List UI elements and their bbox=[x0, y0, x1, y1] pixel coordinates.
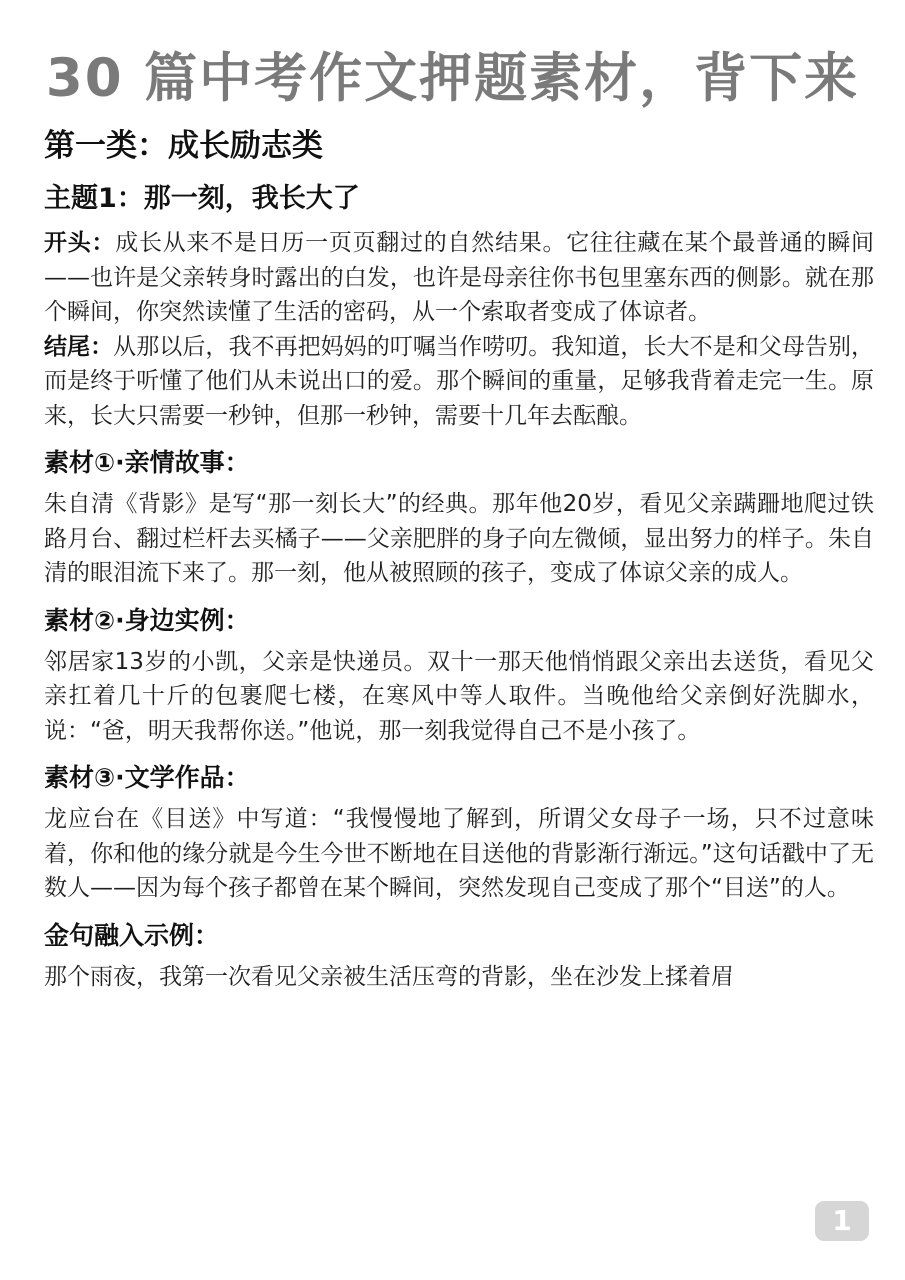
material-3-heading: 素材③·文学作品： bbox=[44, 763, 250, 792]
material-1-heading: 素材①·亲情故事： bbox=[44, 448, 250, 477]
golden-sentence-heading: 金句融入示例： bbox=[44, 920, 220, 950]
opening-text: 成长从来不是日历一页页翻过的自然结果。它往往藏在某个最普通的瞬间——也许是父亲转身时露出的白发，也许是母亲往你书包里塞东西的侧影。就在那个瞬间，你突然读懂了生活的密码，从一个索取者变成了体谅者。 bbox=[44, 230, 875, 325]
material-2-text: 邻居家13岁的小凯，父亲是快递员。双十一那天他悄悄跟父亲出去送货，看见父亲扛着几十斤的包裹爬七楼，在寒风中等人取件。当晚他给父亲倒好洗脚水，说：“爸，明天我帮你送。”他说，那一刻我觉得自己不是小孩了。 bbox=[44, 648, 874, 744]
page-number-badge[interactable]: 1 bbox=[815, 1201, 869, 1241]
material-2-heading: 素材②·身边实例： bbox=[44, 605, 250, 635]
ending-paragraph bbox=[44, 330, 874, 434]
ending-text: 从那以后，我不再把妈妈的叮嘱当作唠叨。我知道，长大不是和父母告别，而是终于听懂了他们从未说出口的爱。那个瞬间的重量，足够我背着走完一生。原来，长大只需要一秒钟，但那一秒钟，需要十几年去酝酿。 bbox=[44, 333, 875, 429]
opening-paragraph bbox=[44, 226, 874, 330]
ending-label: 结尾： bbox=[44, 333, 114, 360]
article-body bbox=[44, 118, 874, 994]
material-1-text: 朱自清《背影》是写“那一刻长大”的经典。那年他20岁，看见父亲蹒跚地爬过铁路月台、翻过栏杆去买橘子——父亲肥胖的身子向左微倾，显出努力的样子。朱自清的眼泪流下来了。那一刻，他从被照顾的孩子，变成了体谅父亲的成人。 bbox=[44, 491, 874, 586]
page-title: 30 篇中考作文押题素材，背下来 bbox=[45, 48, 860, 109]
opening-label: 开头： bbox=[44, 230, 116, 256]
category-heading: 第一类：成长励志类 bbox=[44, 128, 323, 164]
material-3-text: 龙应台在《目送》中写道：“我慢慢地了解到，所谓父女母子一场，只不过意味着，你和他的缘分就是今生今世不断地在目送他的背影渐行渐远。”这句话戳中了无数人——因为每个孩子都曾在某个瞬间，突然发现自己变成了那个“目送”的人。 bbox=[44, 806, 874, 901]
golden-sentence-text: 那个雨夜，我第一次看见父亲被生活压弯的背影，坐在沙发上揉着眉 bbox=[44, 963, 734, 990]
topic-heading: 主题1：那一刻，我长大了 bbox=[44, 183, 360, 214]
